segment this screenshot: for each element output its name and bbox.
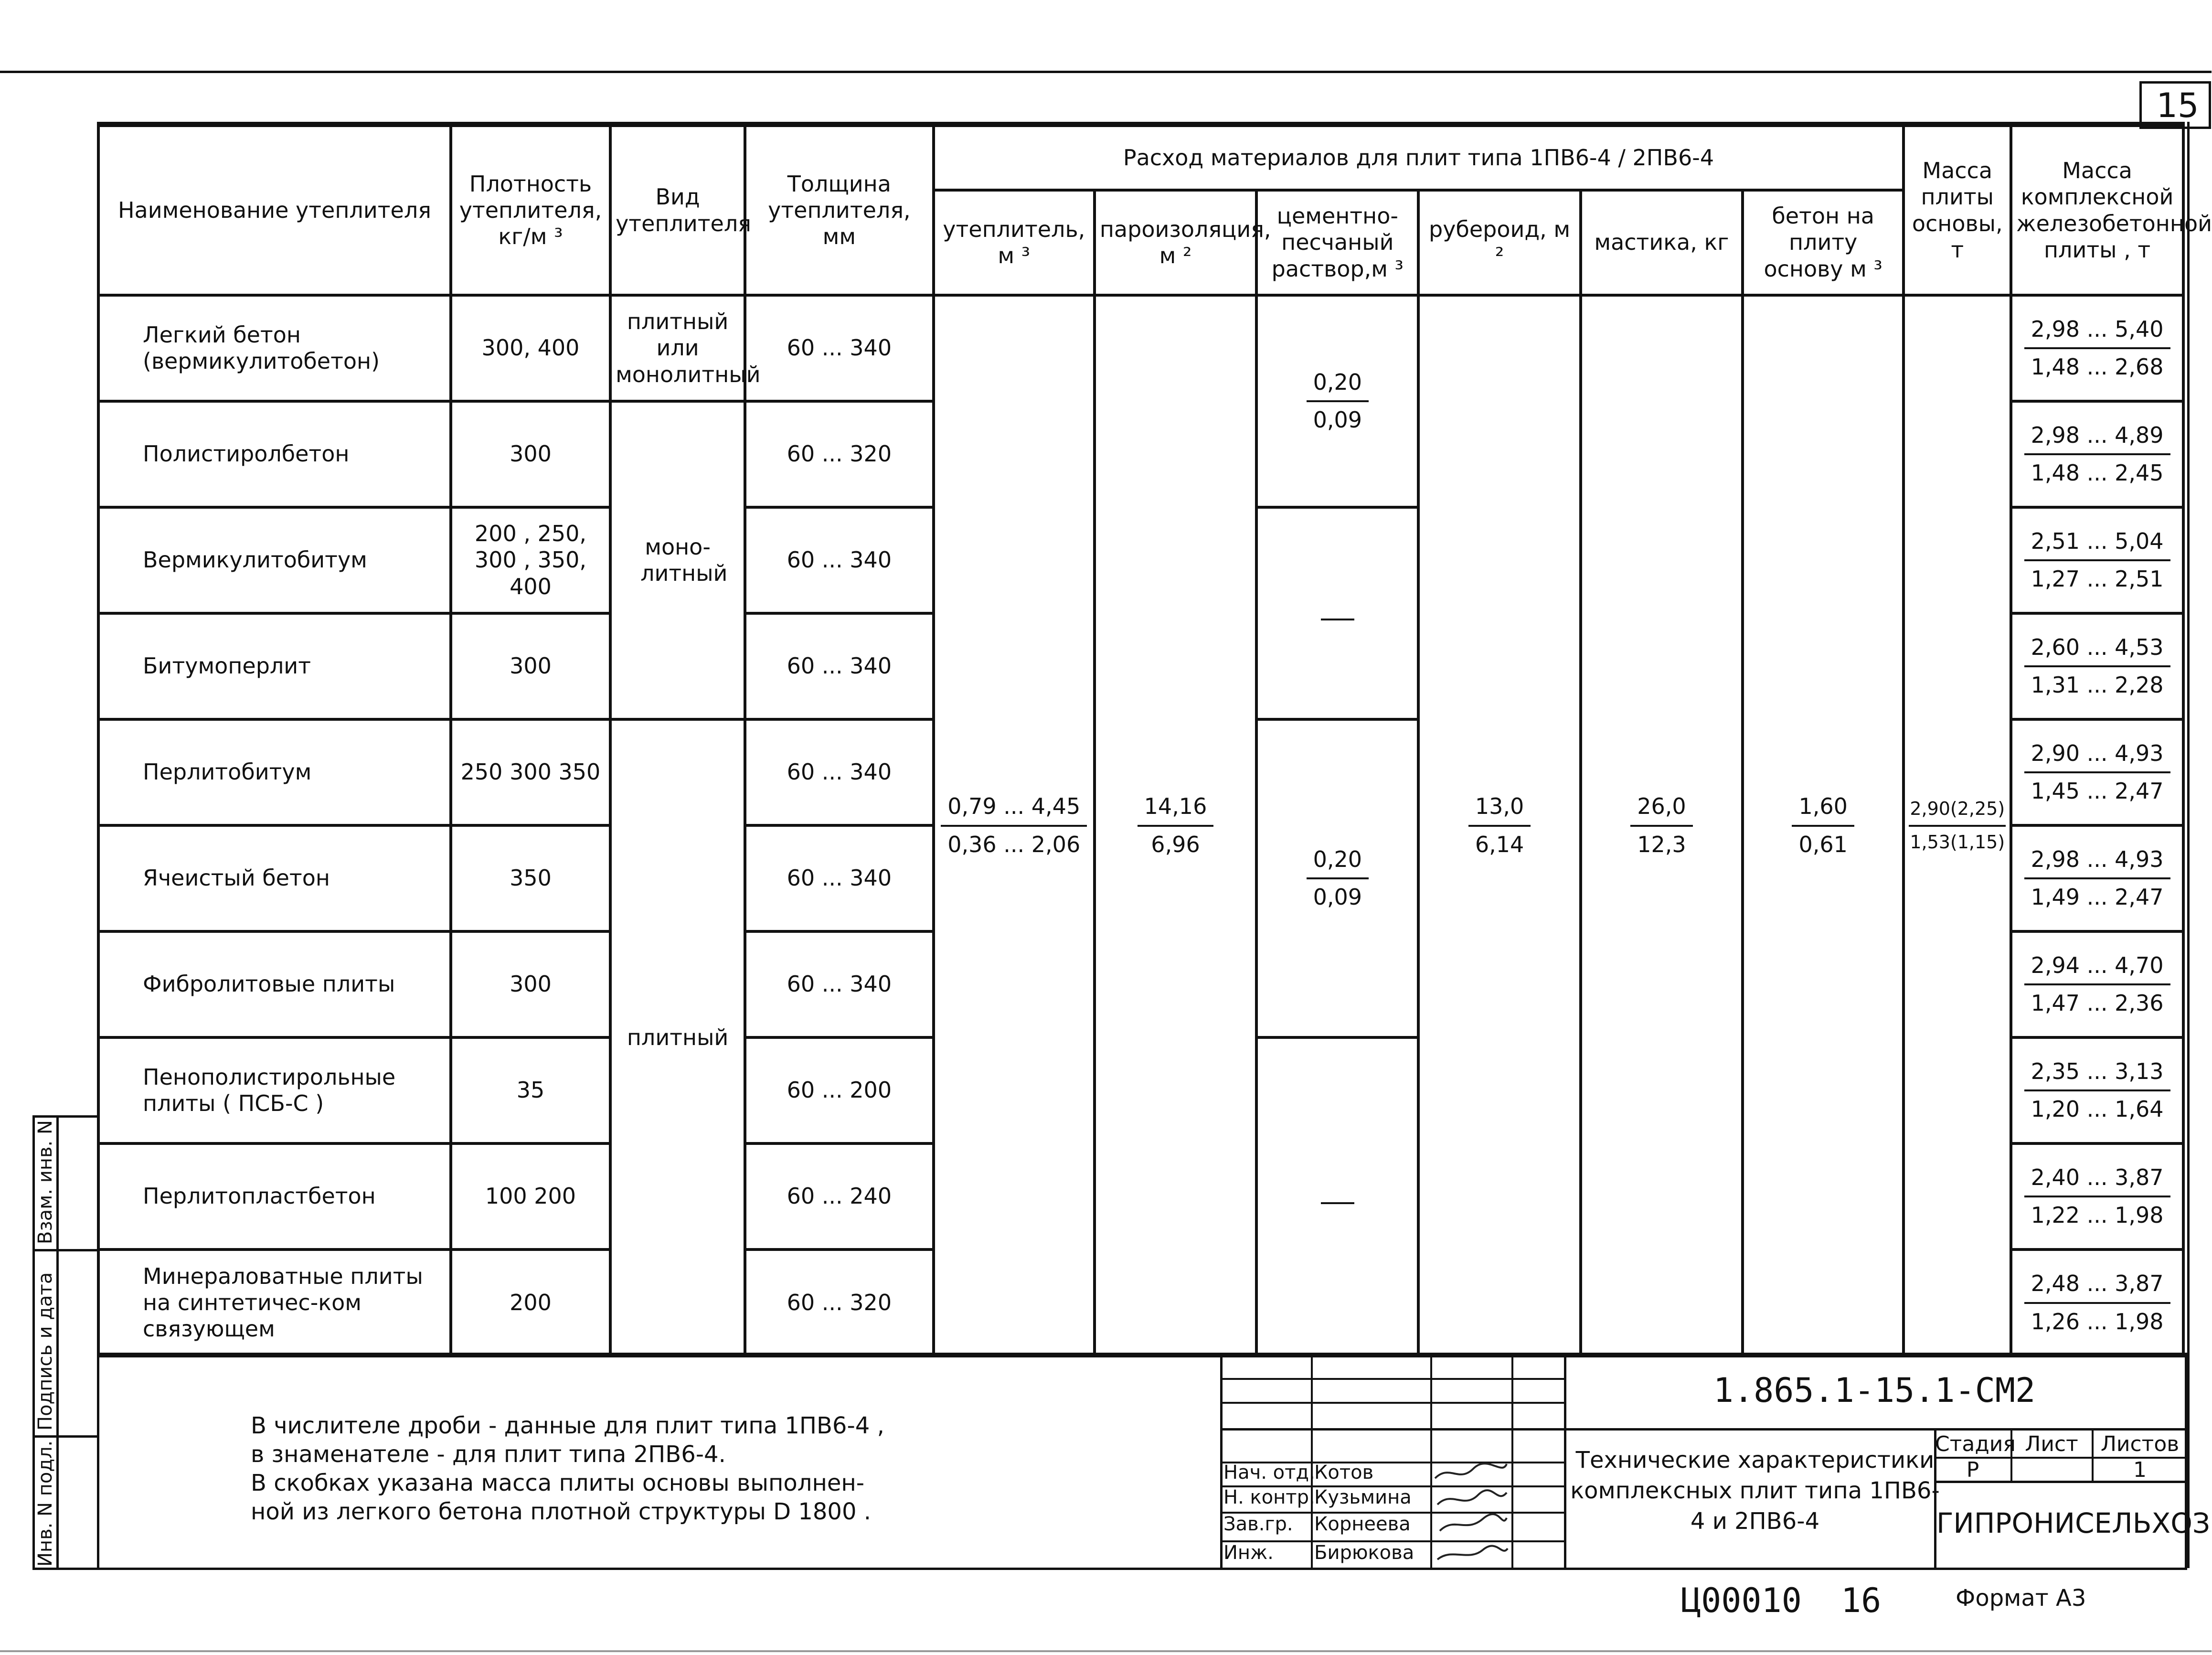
row-name: Перлитопластбетон: [98, 1143, 451, 1249]
row-thickness: 60 ... 320: [745, 401, 933, 507]
name-1: Котов: [1314, 1462, 1374, 1484]
mastic-common: $\frac{26,0}{12,3}$: [1581, 295, 1743, 1356]
row-mass: $\frac{2,35 ... 3,13}{1,20 ... 1,64}$: [2011, 1037, 2183, 1143]
right-border-line: [2187, 122, 2190, 1568]
name-4: Бирюкова: [1314, 1542, 1414, 1564]
kind-mono: моно- литный: [610, 401, 745, 719]
materials-table: [97, 124, 2212, 1357]
row-thickness: 60 ... 200: [745, 1037, 933, 1143]
row-name: Перлитобитум: [98, 719, 451, 825]
row-name: Фибролитовые плиты: [98, 931, 451, 1037]
top-border-line: [0, 71, 2212, 73]
header-mastic: мастика, кг: [1581, 190, 1743, 295]
row-mass: $\frac{2,98 ... 5,40}{1,48 ... 2,68}$: [2011, 295, 2183, 401]
role-4: Инж.: [1223, 1542, 1274, 1564]
header-name: Наименование утеплителя: [98, 126, 451, 295]
row-thickness: 60 ... 340: [745, 295, 933, 401]
side-label-inv: Инв. N подл.: [34, 1440, 56, 1567]
row-mass: $\frac{2,60 ... 4,53}{1,31 ... 2,28}$: [2011, 613, 2183, 719]
row-thickness: 60 ... 340: [745, 825, 933, 931]
inventory-number: Ц00010: [1681, 1581, 1802, 1620]
row-density: 35: [451, 1037, 610, 1143]
format-label: Формат А3: [1956, 1585, 2086, 1612]
header-base-mass: Масса плиты основы, т: [1904, 126, 2011, 295]
header-thickness: Толщина утеплителя, мм: [745, 126, 933, 295]
signatures: [1430, 1462, 1511, 1569]
document-code: 1.865.1-15.1-СМ2: [1713, 1371, 2036, 1410]
role-1: Нач. отд.: [1223, 1462, 1315, 1484]
row-thickness: 60 ... 240: [745, 1143, 933, 1249]
stage-label: Стадия: [1935, 1432, 2016, 1456]
note-line-3: В скобках указана масса плиты основы выполнен-: [251, 1470, 865, 1496]
mortar-1: $\frac{0,20}{0,09}$: [1256, 295, 1418, 507]
side-strip-line-2: [32, 1435, 99, 1438]
row-mass: $\frac{2,98 ... 4,93}{1,49 ... 2,47}$: [2011, 825, 2183, 931]
sheet-label: Лист: [2025, 1432, 2078, 1456]
organization: ГИПРОНИСЕЛЬХОЗ: [1936, 1507, 2211, 1539]
row-density: 300: [451, 613, 610, 719]
row-name: Битумоперлит: [98, 613, 451, 719]
name-3: Корнеева: [1314, 1513, 1411, 1535]
row-density: 250 300 350: [451, 719, 610, 825]
row-thickness: 60 ... 320: [745, 1249, 933, 1356]
header-ruberoid: рубероид, м ²: [1418, 190, 1580, 295]
header-mortar: цементно-песчаный раствор,м ³: [1256, 190, 1418, 295]
sheets-label: Листов: [2100, 1432, 2180, 1456]
vapor-common: $\frac{14,16}{6,96}$: [1095, 295, 1256, 1356]
mortar-dash-2: [1256, 1037, 1418, 1356]
row-thickness: 60 ... 340: [745, 719, 933, 825]
row-name: Вермикулитобитум: [98, 507, 451, 613]
ruberoid-common: $\frac{13,0}{6,14}$: [1418, 295, 1580, 1356]
kind-plate: плитный: [610, 719, 745, 1356]
row-mass: $\frac{2,94 ... 4,70}{1,47 ... 2,36}$: [2011, 931, 2183, 1037]
title-block-hline-2: [1220, 1402, 1564, 1404]
row-kind: плитный или монолитный: [610, 295, 745, 401]
header-concrete: бетон на плиту основу м ³: [1743, 190, 1904, 295]
row-density: 200 , 250, 300 , 350, 400: [451, 507, 610, 613]
row-mass: $\frac{2,98 ... 4,89}{1,48 ... 2,45}$: [2011, 401, 2183, 507]
row-density: 350: [451, 825, 610, 931]
title-block-hline-1: [1220, 1378, 1564, 1380]
side-strip-line-1: [32, 1249, 99, 1251]
role-3: Зав.гр.: [1223, 1513, 1293, 1535]
base-mass-common: $\frac{2,90(2,25)}{1,53(1,15)}$: [1904, 295, 2011, 1356]
row-density: 300: [451, 401, 610, 507]
side-label-signature: Подпись и дата: [34, 1272, 56, 1431]
notes: [251, 1411, 884, 1526]
note-line-1: В числителе дроби - данные для плит типа 1ПВ6-4 ,: [251, 1412, 884, 1439]
sheets-value: 1: [2133, 1458, 2147, 1482]
row-name: Ячеистый бетон: [98, 825, 451, 931]
header-vapor: пароизоляция, м ²: [1095, 190, 1256, 295]
row-name: Минераловатные плиты на синтетичес-ком связующем: [98, 1249, 451, 1356]
header-insulation: утеплитель, м ³: [934, 190, 1095, 295]
note-line-4: ной из легкого бетона плотной структуры D 1800 .: [251, 1498, 872, 1525]
row-name: Легкий бетон (вермикулитобетон): [98, 295, 451, 401]
note-line-2: в знаменателе - для плит типа 2ПВ6-4.: [251, 1441, 726, 1468]
sheet-title: Технические характеристики комплексных плит типа 1ПВ6-4 и 2ПВ6-4: [1570, 1447, 1940, 1535]
row-thickness: 60 ... 340: [745, 613, 933, 719]
header-consumption: Расход материалов для плит типа 1ПВ6-4 / 2ПВ6-4: [934, 126, 1904, 190]
row-thickness: 60 ... 340: [745, 507, 933, 613]
row-name: Полистиролбетон: [98, 401, 451, 507]
row-mass: $\frac{2,90 ... 4,93}{1,45 ... 2,47}$: [2011, 719, 2183, 825]
header-density: Плотность утеплителя, кг/м ³: [451, 126, 610, 295]
header-kind: Вид утеплителя: [610, 126, 745, 295]
stage-value: Р: [1966, 1458, 1979, 1482]
page-number: 16: [1841, 1581, 1882, 1620]
side-label-replace: Взам. инв. N: [34, 1120, 56, 1244]
insulation-common: $\frac{0,79 ... 4,45}{0,36 ... 2,06}$: [934, 295, 1095, 1356]
row-mass: $\frac{2,48 ... 3,87}{1,26 ... 1,98}$: [2011, 1249, 2183, 1356]
sheet-number: 15: [2156, 86, 2199, 125]
concrete-common: $\frac{1,60}{0,61}$: [1743, 295, 1904, 1356]
row-mass: $\frac{2,40 ... 3,87}{1,22 ... 1,98}$: [2011, 1143, 2183, 1249]
mortar-dash-1: [1256, 507, 1418, 719]
header-complex-mass: Масса комплексной железобетонной плиты , т: [2011, 126, 2183, 295]
side-strip-divider: [56, 1115, 59, 1570]
bottom-line: [0, 1650, 2212, 1652]
name-2: Кузьмина: [1314, 1486, 1412, 1508]
role-2: Н. контр.: [1223, 1486, 1315, 1508]
row-mass: $\frac{2,51 ... 5,04}{1,27 ... 2,51}$: [2011, 507, 2183, 613]
mortar-2: $\frac{0,20}{0,09}$: [1256, 719, 1418, 1037]
row-density: 200: [451, 1249, 610, 1356]
row-density: 100 200: [451, 1143, 610, 1249]
row-density: 300, 400: [451, 295, 610, 401]
row-density: 300: [451, 931, 610, 1037]
row-name: Пенополистирольные плиты ( ПСБ-С ): [98, 1037, 451, 1143]
title-block-hline-3: [1220, 1428, 2187, 1431]
table-row: [98, 295, 2183, 401]
row-thickness: 60 ... 340: [745, 931, 933, 1037]
